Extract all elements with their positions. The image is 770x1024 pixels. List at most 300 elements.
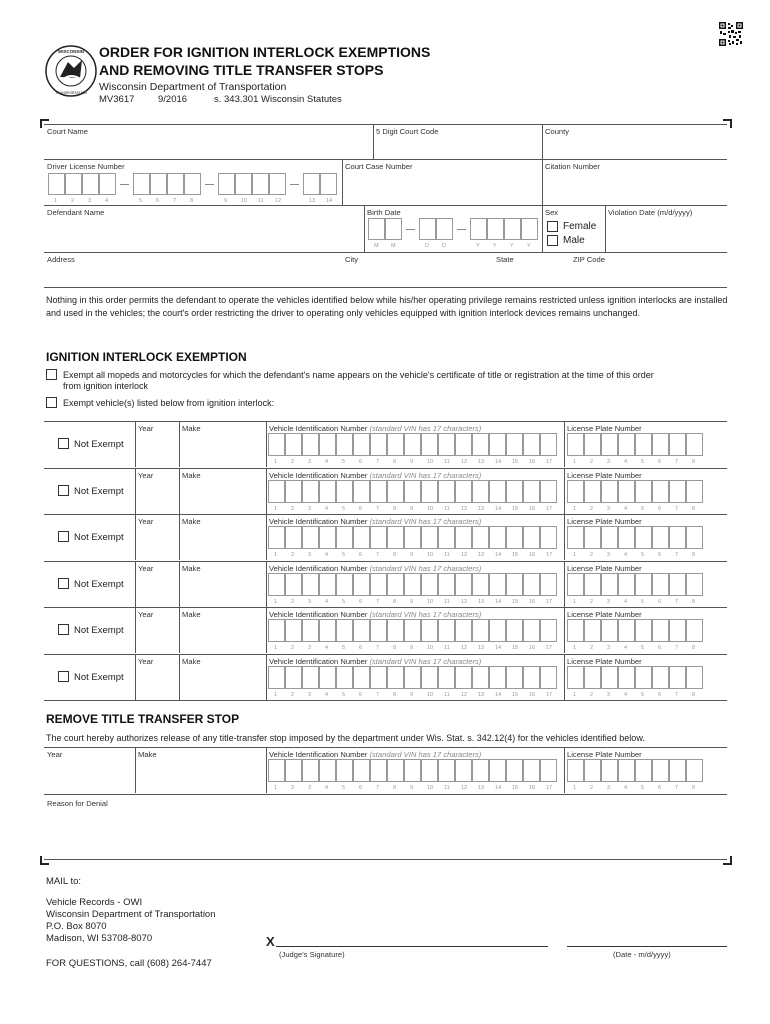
vin-char-box[interactable] [285,759,302,782]
vin-char-number: 16 [529,785,536,791]
plate-char-box[interactable] [686,666,703,689]
not-exempt-checkbox[interactable] [58,578,69,589]
vin-char-box[interactable] [506,619,523,642]
birth-digit-box[interactable] [504,218,521,240]
vin-char-box[interactable] [506,433,523,456]
vin-char-box[interactable] [285,619,302,642]
plate-char-box[interactable] [686,573,703,596]
vin-char-box[interactable] [438,666,455,689]
plate-char-number: 1 [573,459,577,465]
vin-char-box[interactable] [387,759,404,782]
male-checkbox[interactable] [547,235,558,246]
plate-char-number: 3 [607,645,611,651]
vin-char-box[interactable] [455,526,472,549]
birth-digit-box[interactable] [385,218,402,240]
court-name-field[interactable] [44,136,373,158]
vin-char-box[interactable] [472,480,489,503]
vin-char-number: 17 [546,506,553,512]
vin-char-number: 9 [410,552,414,558]
vin-char-box[interactable] [540,759,557,782]
plate-char-box[interactable] [669,573,686,596]
plate-char-box[interactable] [669,666,686,689]
vin-char-box[interactable] [404,619,421,642]
vin-char-box[interactable] [506,666,523,689]
vin-char-box[interactable] [336,433,353,456]
plate-char-box[interactable] [686,526,703,549]
vin-char-box[interactable] [523,433,540,456]
plate-char-box[interactable] [601,433,618,456]
vin-hint-text: (standard VIN has 17 characters) [369,750,482,759]
vin-char-box[interactable] [268,619,285,642]
plate-char-box[interactable] [584,619,601,642]
plate-char-box[interactable] [584,759,601,782]
make-field[interactable] [180,666,263,699]
year-field[interactable] [45,759,134,792]
plate-char-box[interactable] [584,573,601,596]
dl-digit-box[interactable] [65,173,82,195]
vin-char-box[interactable] [302,573,319,596]
dl-separator-dash [120,184,129,185]
vin-hint-text: (standard VIN has 17 characters) [369,657,482,666]
plate-char-box[interactable] [635,526,652,549]
vin-char-box[interactable] [421,759,438,782]
plate-char-box[interactable] [618,433,635,456]
plate-char-box[interactable] [601,619,618,642]
plate-char-box[interactable] [635,619,652,642]
vin-char-box[interactable] [302,526,319,549]
vin-char-box[interactable] [319,759,336,782]
plate-char-number: 8 [692,785,696,791]
statute-ref: s. 343.301 Wisconsin Statutes [214,94,342,105]
plate-char-number: 6 [658,599,662,605]
not-exempt-checkbox[interactable] [58,671,69,682]
make-field[interactable] [180,573,263,606]
vin-char-box[interactable] [387,666,404,689]
address-field[interactable] [44,264,727,286]
vin-char-box[interactable] [302,759,319,782]
vin-char-box[interactable] [268,666,285,689]
vin-char-box[interactable] [370,759,387,782]
vin-char-box[interactable] [523,619,540,642]
plate-char-box[interactable] [567,433,584,456]
vin-char-box[interactable] [404,526,421,549]
plate-char-box[interactable] [635,480,652,503]
vin-char-box[interactable] [268,759,285,782]
plate-char-box[interactable] [652,759,669,782]
vin-char-box[interactable] [421,526,438,549]
dl-digit-box[interactable] [133,173,150,195]
plate-char-box[interactable] [567,573,584,596]
vin-char-box[interactable] [319,666,336,689]
plate-char-number: 5 [641,692,645,698]
plate-char-box[interactable] [618,480,635,503]
vin-char-box[interactable] [387,480,404,503]
vin-char-box[interactable] [438,526,455,549]
vin-char-box[interactable] [404,433,421,456]
plate-char-box[interactable] [686,480,703,503]
plate-char-box[interactable] [635,666,652,689]
row-divider [44,607,727,608]
vin-char-box[interactable] [336,526,353,549]
plate-char-box[interactable] [567,480,584,503]
make-label: Make [182,471,201,480]
vin-char-box[interactable] [353,666,370,689]
court-code-field[interactable] [374,136,542,158]
plate-char-box[interactable] [669,433,686,456]
vin-char-box[interactable] [353,619,370,642]
vin-char-box[interactable] [540,433,557,456]
vin-char-box[interactable] [540,573,557,596]
judge-signature-field[interactable] [276,928,548,946]
plate-char-box[interactable] [652,526,669,549]
vin-char-box[interactable] [370,526,387,549]
plate-char-box[interactable] [652,480,669,503]
vin-char-box[interactable] [387,526,404,549]
vin-char-box[interactable] [302,666,319,689]
vin-char-number: 16 [529,506,536,512]
plate-char-box[interactable] [686,619,703,642]
make-field[interactable] [136,759,263,792]
plate-char-box[interactable] [669,759,686,782]
plate-char-box[interactable] [652,666,669,689]
vin-char-box[interactable] [285,433,302,456]
vin-char-box[interactable] [319,526,336,549]
vin-char-box[interactable] [455,573,472,596]
plate-char-box[interactable] [601,480,618,503]
vin-char-box[interactable] [506,759,523,782]
vin-char-box[interactable] [387,433,404,456]
not-exempt-label: Not Exempt [74,672,124,683]
not-exempt-checkbox[interactable] [58,624,69,635]
plate-label: License Plate Number [567,750,642,759]
vin-char-box[interactable] [489,573,506,596]
plate-char-box[interactable] [584,666,601,689]
county-field[interactable] [543,136,727,158]
make-label: Make [182,424,201,433]
dl-digit-box[interactable] [269,173,286,195]
vin-char-box[interactable] [489,480,506,503]
year-field[interactable] [136,433,178,466]
dl-digit-box[interactable] [48,173,65,195]
signature-date-field[interactable] [567,928,727,946]
make-field[interactable] [180,526,263,559]
vin-char-box[interactable] [438,433,455,456]
vin-char-box[interactable] [336,619,353,642]
vin-char-box[interactable] [285,666,302,689]
vin-char-number: 17 [546,459,553,465]
year-label: Year [138,471,154,480]
vin-char-box[interactable] [370,619,387,642]
plate-label: License Plate Number [567,517,642,526]
plate-char-box[interactable] [567,526,584,549]
vin-char-box[interactable] [472,433,489,456]
vin-char-number: 16 [529,692,536,698]
female-checkbox[interactable] [547,221,558,232]
vin-char-box[interactable] [523,666,540,689]
vin-char-number: 8 [393,645,397,651]
vin-char-box[interactable] [404,759,421,782]
vin-char-box[interactable] [438,759,455,782]
vin-char-box[interactable] [387,573,404,596]
vin-char-number: 12 [461,459,468,465]
make-field[interactable] [180,433,263,466]
plate-char-box[interactable] [567,666,584,689]
dl-digit-box[interactable] [303,173,320,195]
vin-char-box[interactable] [319,433,336,456]
vin-char-number: 10 [427,645,434,651]
plate-char-number: 1 [573,692,577,698]
citation-field[interactable] [543,172,727,204]
vin-char-box[interactable] [421,619,438,642]
violation-date-field[interactable] [606,218,727,251]
vin-char-number: 14 [495,645,502,651]
vin-char-number: 3 [308,692,312,698]
birth-digit-box[interactable] [470,218,487,240]
vin-char-box[interactable] [489,666,506,689]
vin-char-box[interactable] [506,480,523,503]
plate-char-number: 7 [675,459,679,465]
vin-char-box[interactable] [353,759,370,782]
plate-char-box[interactable] [601,759,618,782]
not-exempt-checkbox[interactable] [58,485,69,496]
vin-char-box[interactable] [370,573,387,596]
plate-char-box[interactable] [669,619,686,642]
vin-char-box[interactable] [268,480,285,503]
exempt-vehicles-checkbox[interactable] [46,397,57,408]
vin-char-number: 3 [308,552,312,558]
mail-line-3: P.O. Box 8070 [46,921,107,932]
vin-char-box[interactable] [472,526,489,549]
vin-char-box[interactable] [404,480,421,503]
row-divider [44,700,727,701]
plate-char-box[interactable] [635,433,652,456]
vin-char-box[interactable] [540,526,557,549]
year-field[interactable] [136,619,178,652]
vin-char-box[interactable] [302,433,319,456]
plate-char-box[interactable] [686,759,703,782]
vin-char-box[interactable] [421,666,438,689]
vin-char-box[interactable] [421,433,438,456]
plate-char-box[interactable] [652,433,669,456]
vin-char-box[interactable] [370,433,387,456]
vin-char-box[interactable] [455,619,472,642]
plate-char-box[interactable] [652,573,669,596]
plate-char-box[interactable] [635,759,652,782]
vin-char-box[interactable] [472,573,489,596]
dl-digit-box[interactable] [218,173,235,195]
vin-char-number: 10 [427,552,434,558]
year-label: Year [138,424,154,433]
vin-char-number: 17 [546,599,553,605]
vin-char-number: 16 [529,459,536,465]
vin-char-box[interactable] [523,573,540,596]
vin-char-number: 15 [512,459,519,465]
vin-char-box[interactable] [268,433,285,456]
vin-char-box[interactable] [336,666,353,689]
vin-char-box[interactable] [506,573,523,596]
plate-char-box[interactable] [686,433,703,456]
birth-digit-box[interactable] [368,218,385,240]
dl-digit-box[interactable] [235,173,252,195]
vin-char-number: 2 [291,692,295,698]
make-field[interactable] [180,480,263,513]
dl-digit-box[interactable] [99,173,116,195]
vin-char-box[interactable] [285,573,302,596]
plate-char-box[interactable] [584,526,601,549]
not-exempt-checkbox[interactable] [58,438,69,449]
year-label: Year [47,750,63,759]
vin-char-box[interactable] [438,480,455,503]
year-field[interactable] [136,573,178,606]
vin-char-box[interactable] [268,573,285,596]
vin-char-box[interactable] [353,433,370,456]
plate-char-box[interactable] [618,619,635,642]
vin-char-box[interactable] [387,619,404,642]
vin-char-box[interactable] [404,573,421,596]
vin-char-box[interactable] [489,526,506,549]
vin-char-box[interactable] [455,480,472,503]
plate-char-number: 1 [573,552,577,558]
vin-char-box[interactable] [455,759,472,782]
vin-char-number: 11 [444,645,450,651]
vin-char-number: 14 [495,506,502,512]
vin-char-box[interactable] [421,480,438,503]
vin-char-box[interactable] [506,526,523,549]
vin-char-number: 2 [291,645,295,651]
plate-char-box[interactable] [567,619,584,642]
plate-char-box[interactable] [601,526,618,549]
vin-char-number: 4 [325,645,329,651]
vin-char-number: 14 [495,459,502,465]
vin-char-box[interactable] [540,619,557,642]
vin-char-box[interactable] [472,619,489,642]
questions-text: FOR QUESTIONS, call (608) 264-7447 [46,958,212,969]
vin-char-box[interactable] [370,666,387,689]
vin-char-box[interactable] [438,619,455,642]
make-label: Make [182,657,201,666]
plate-char-box[interactable] [584,480,601,503]
vin-char-number: 9 [410,506,414,512]
vin-char-box[interactable] [302,480,319,503]
make-field[interactable] [180,619,263,652]
birth-separator-dash [406,229,415,230]
vin-char-number: 13 [478,645,485,651]
vin-label-text: Vehicle Identification Number [269,610,368,619]
vin-char-box[interactable] [319,619,336,642]
plate-char-box[interactable] [618,573,635,596]
vin-char-box[interactable] [455,433,472,456]
exempt-mopeds-checkbox[interactable] [46,369,57,380]
vin-char-box[interactable] [353,526,370,549]
plate-char-box[interactable] [618,526,635,549]
plate-char-number: 1 [573,599,577,605]
dl-digit-number: 8 [190,198,194,204]
vin-char-number: 14 [495,785,502,791]
plate-char-number: 3 [607,785,611,791]
vin-char-box[interactable] [336,480,353,503]
plate-char-box[interactable] [669,480,686,503]
dl-digit-box[interactable] [150,173,167,195]
vin-char-box[interactable] [523,526,540,549]
sex-label: Sex [545,208,559,217]
mail-line-4: Madison, WI 53708-8070 [46,933,153,944]
plate-char-box[interactable] [601,573,618,596]
dl-digit-box[interactable] [82,173,99,195]
signature-date-label: (Date - m/d/yyyy) [613,950,671,959]
vin-char-box[interactable] [285,480,302,503]
vin-char-box[interactable] [370,480,387,503]
birth-digit-box[interactable] [487,218,504,240]
vin-char-box[interactable] [489,433,506,456]
plate-label: License Plate Number [567,610,642,619]
vin-char-box[interactable] [353,480,370,503]
reason-field[interactable] [44,808,727,854]
city-label: City [345,255,359,264]
defendant-name-field[interactable] [44,218,364,251]
vin-char-box[interactable] [523,480,540,503]
dl-digit-box[interactable] [252,173,269,195]
vin-char-number: 6 [359,552,363,558]
dl-digit-box[interactable] [320,173,337,195]
plate-char-box[interactable] [635,573,652,596]
vin-char-box[interactable] [302,619,319,642]
vin-char-number: 9 [410,692,414,698]
not-exempt-checkbox[interactable] [58,531,69,542]
birth-digit-label: D [442,243,446,249]
vin-char-box[interactable] [319,480,336,503]
vin-char-box[interactable] [438,573,455,596]
vin-char-number: 7 [376,506,380,512]
vin-char-box[interactable] [540,666,557,689]
vin-char-box[interactable] [336,759,353,782]
judge-signature-label: (Judge's Signature) [279,950,345,959]
vin-char-box[interactable] [455,666,472,689]
plate-label: License Plate Number [567,424,642,433]
vin-char-box[interactable] [336,573,353,596]
vin-char-box[interactable] [489,759,506,782]
birth-digit-box[interactable] [436,218,453,240]
plate-char-box[interactable] [618,666,635,689]
dl-digit-box[interactable] [167,173,184,195]
plate-char-box[interactable] [652,619,669,642]
col-divider [564,747,565,793]
vin-char-box[interactable] [268,526,285,549]
vin-char-box[interactable] [319,573,336,596]
dl-digit-box[interactable] [184,173,201,195]
vin-char-box[interactable] [489,619,506,642]
vin-char-box[interactable] [421,573,438,596]
plate-char-box[interactable] [584,433,601,456]
year-field[interactable] [136,526,178,559]
year-field[interactable] [136,666,178,699]
dl-digit-number: 10 [241,198,248,204]
vin-char-box[interactable] [472,666,489,689]
vin-char-box[interactable] [523,759,540,782]
plate-char-box[interactable] [567,759,584,782]
year-field[interactable] [136,480,178,513]
plate-char-box[interactable] [601,666,618,689]
vin-char-box[interactable] [472,759,489,782]
birth-digit-box[interactable] [521,218,538,240]
court-case-field[interactable] [343,172,542,204]
birth-digit-box[interactable] [419,218,436,240]
vin-char-box[interactable] [285,526,302,549]
vin-char-box[interactable] [404,666,421,689]
plate-char-box[interactable] [618,759,635,782]
vin-char-box[interactable] [540,480,557,503]
plate-char-box[interactable] [669,526,686,549]
vin-char-box[interactable] [353,573,370,596]
